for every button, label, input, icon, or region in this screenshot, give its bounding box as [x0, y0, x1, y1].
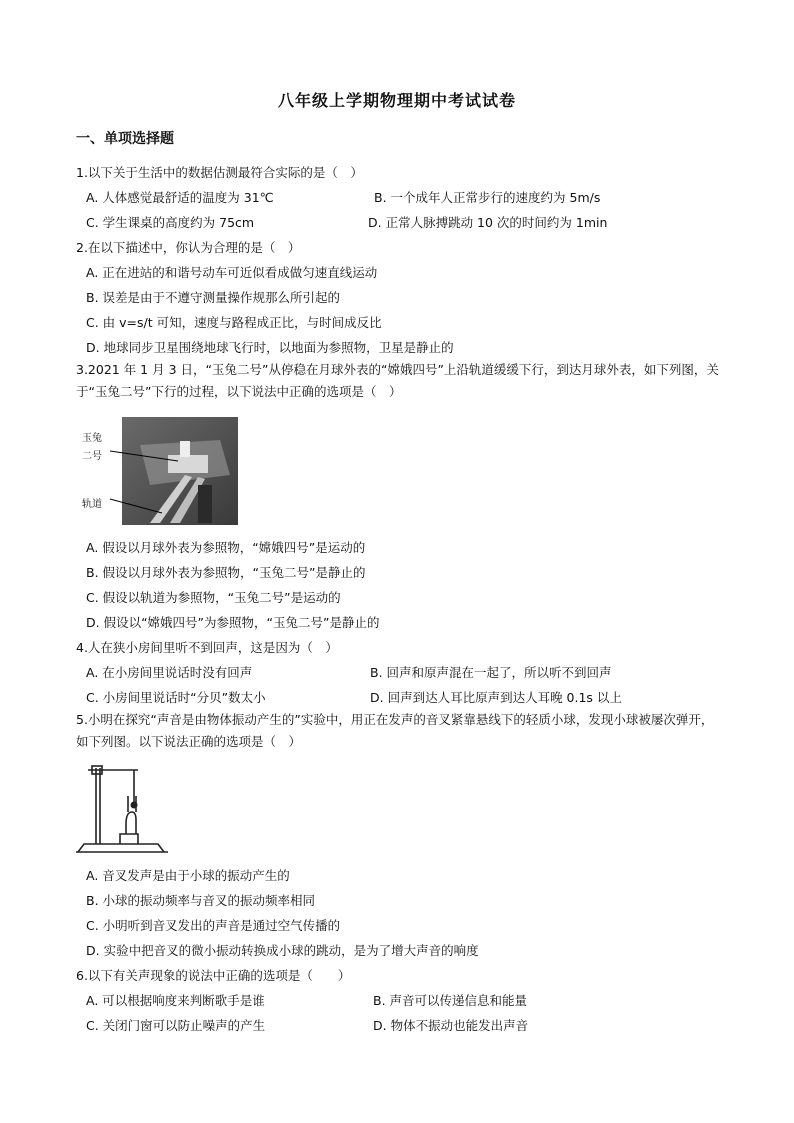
question-1-option-d[interactable]: D. 正常人脉搏跳动 10 次的时间约为 1min [368, 215, 608, 230]
question-5-option-a[interactable]: A. 音叉发声是由于小球的振动产生的 [86, 868, 290, 883]
question-1-stem: 1.以下关于生活中的数据估测最符合实际的是（ ） [76, 165, 363, 180]
question-5-option-b[interactable]: B. 小球的振动频率与音叉的振动频率相同 [86, 893, 316, 908]
track-label: 轨道 [82, 499, 102, 510]
question-2-option-b[interactable]: B. 误差是由于不遵守测量操作规那么所引起的 [86, 290, 341, 305]
question-6-option-c[interactable]: C. 关闭门窗可以防止噪声的产生 [86, 1018, 266, 1033]
question-5-option-c[interactable]: C. 小明听到音叉发出的声音是通过空气传播的 [86, 918, 341, 933]
question-4-stem: 4.人在狭小房间里听不到回声，这是因为（ ） [76, 640, 338, 655]
tuning-fork-figure [74, 762, 170, 856]
question-6-option-b[interactable]: B. 声音可以传递信息和能量 [373, 993, 528, 1008]
question-1-option-c[interactable]: C. 学生课桌的高度约为 75cm [86, 215, 255, 230]
question-3-option-a[interactable]: A. 假设以月球外表为参照物，“嫦娥四号”是运动的 [86, 540, 366, 555]
tuning-fork-apparatus-image [74, 762, 170, 856]
question-1-option-b[interactable]: B. 一个成年人正常步行的速度约为 5m/s [374, 190, 601, 205]
question-5-stem: 5.小明在探究“声音是由物体振动产生的”实验中，用正在发声的音叉紧靠悬线下的轻质小球，发现小球被屡次弹开，如下列图。以下说法正确的选项是（ ） [76, 712, 714, 749]
question-2-option-c[interactable]: C. 由 v=s/t 可知，速度与路程成正比，与时间成反比 [86, 315, 382, 330]
question-6-option-d[interactable]: D. 物体不振动也能发出声音 [373, 1018, 529, 1033]
rover-figure [80, 415, 240, 527]
page-title: 八年级上学期物理期中考试试卷 [277, 91, 516, 110]
rover-label-line-1: 玉兔 [82, 433, 102, 444]
question-2-option-a[interactable]: A. 正在进站的和谐号动车可近似看成做匀速直线运动 [86, 265, 378, 280]
question-2-option-d[interactable]: D. 地球同步卫星围绕地球飞行时，以地面为参照物，卫星是静止的 [86, 340, 454, 355]
question-4-option-b[interactable]: B. 回声和原声混在一起了，所以听不到回声 [370, 665, 612, 680]
question-3-option-d[interactable]: D. 假设以“嫦娥四号”为参照物，“玉兔二号”是静止的 [86, 615, 380, 630]
question-6-stem: 6.以下有关声现象的说法中正确的选项是（ ） [76, 968, 351, 983]
question-3-stem: 3.2021 年 1 月 3 日，“玉兔二号”从停稳在月球外表的“嫦娥四号”上沿轨道缓缓下行，到达月球外表，如下列图，关于“玉兔二号”下行的过程，以下说法中正确的选项是（ ） [76, 362, 719, 399]
rover-photo-image [80, 415, 240, 527]
section-heading: 一、单项选择题 [76, 131, 174, 147]
question-3-option-b[interactable]: B. 假设以月球外表为参照物，“玉兔二号”是静止的 [86, 565, 366, 580]
question-6-option-a[interactable]: A. 可以根据响度来判断歌手是谁 [86, 993, 265, 1008]
question-4-option-d[interactable]: D. 回声到达人耳比原声到达人耳晚 0.1s 以上 [370, 690, 622, 705]
rover-label-line-2: 二号 [82, 451, 102, 462]
question-5-option-d[interactable]: D. 实验中把音叉的微小振动转换成小球的跳动，是为了增大声音的响度 [86, 943, 479, 958]
question-4-option-c[interactable]: C. 小房间里说话时“分贝”数太小 [86, 690, 266, 705]
question-1-option-a[interactable]: A. 人体感觉最舒适的温度为 31℃ [86, 190, 274, 205]
question-3-option-c[interactable]: C. 假设以轨道为参照物，“玉兔二号”是运动的 [86, 590, 341, 605]
question-4-option-a[interactable]: A. 在小房间里说话时没有回声 [86, 665, 253, 680]
question-2-stem: 2.在以下描述中，你认为合理的是（ ） [76, 240, 301, 255]
